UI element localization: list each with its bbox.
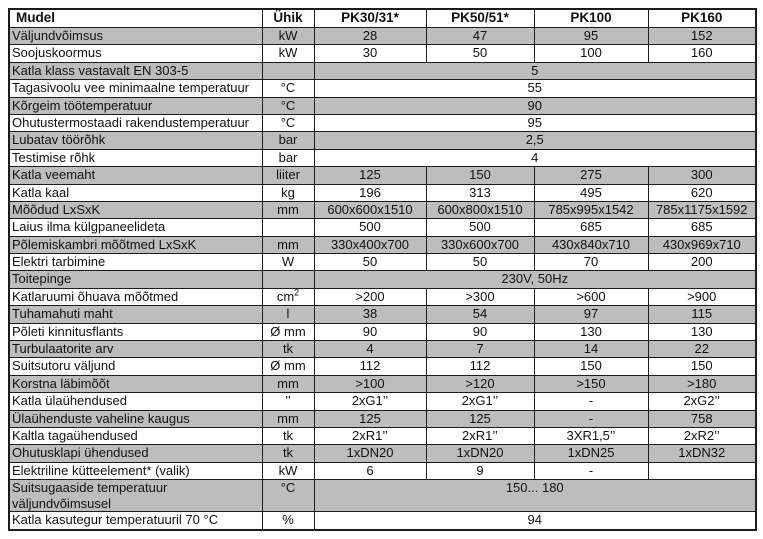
row-value: 1xDN20 <box>314 445 426 462</box>
row-label: Põlemiskambri mõõtmed LxSxK <box>9 236 262 253</box>
row-unit: kW <box>262 28 314 45</box>
row-value: 495 <box>534 184 648 201</box>
table-row <box>9 97 756 114</box>
row-label: Elektriline kütteelement* (valik) <box>9 462 262 479</box>
table-row <box>9 427 756 444</box>
header-pk50-51: PK50/51* <box>426 9 534 28</box>
row-span-value: 90 <box>314 97 756 114</box>
row-label: Põleti kinnitusflants <box>9 323 262 340</box>
row-unit: bar <box>262 132 314 149</box>
table-row <box>9 306 756 323</box>
row-label: Lubatav töörõhk <box>9 132 262 149</box>
header-uhik: Ühik <box>262 9 314 28</box>
row-value: 9 <box>426 462 534 479</box>
row-value: 150 <box>426 167 534 184</box>
row-label: Soojuskoormus <box>9 45 262 62</box>
row-label: Korstna läbimõõt <box>9 375 262 392</box>
row-value <box>648 462 756 479</box>
row-value: 160 <box>648 45 756 62</box>
row-value: 2xR1’’ <box>314 427 426 444</box>
table-row <box>9 480 756 512</box>
row-unit: ’’ <box>262 393 314 410</box>
row-value: - <box>534 410 648 427</box>
row-value: 1xDN20 <box>426 445 534 462</box>
row-value: 2xG1’’ <box>426 393 534 410</box>
row-label: Ohutustermostaadi rakendustemperatuur <box>9 114 262 131</box>
row-value: 313 <box>426 184 534 201</box>
row-label: Väljundvõimsus <box>9 28 262 45</box>
row-value: 152 <box>648 28 756 45</box>
row-value: 150 <box>648 358 756 375</box>
row-value: 620 <box>648 184 756 201</box>
row-unit <box>262 271 314 288</box>
row-value: 125 <box>314 167 426 184</box>
row-span-value: 5 <box>314 62 756 79</box>
row-value: 300 <box>648 167 756 184</box>
table-row <box>9 512 756 530</box>
row-value: 785x1175x1592 <box>648 201 756 218</box>
row-unit: mm <box>262 375 314 392</box>
header-pk100: PK100 <box>534 9 648 28</box>
row-value: 6 <box>314 462 426 479</box>
row-label: Katla klass vastavalt EN 303-5 <box>9 62 262 79</box>
row-unit: °C <box>262 114 314 131</box>
row-label: Katla kaal <box>9 184 262 201</box>
row-unit <box>262 62 314 79</box>
row-value: >120 <box>426 375 534 392</box>
row-value: 196 <box>314 184 426 201</box>
row-value: 7 <box>426 341 534 358</box>
row-label: Laius ilma külgpaneelideta <box>9 219 262 236</box>
row-label: Katla ülaühendused <box>9 393 262 410</box>
row-label: Kaltla tagaühendused <box>9 427 262 444</box>
table-row <box>9 236 756 253</box>
row-unit: tk <box>262 445 314 462</box>
header-pk160: PK160 <box>648 9 756 28</box>
row-value: 125 <box>314 410 426 427</box>
table-row <box>9 358 756 375</box>
row-value: >300 <box>426 288 534 305</box>
row-unit: Ø mm <box>262 323 314 340</box>
table-row <box>9 410 756 427</box>
spec-table <box>8 8 757 531</box>
row-label: Toitepinge <box>9 271 262 288</box>
row-value: 50 <box>426 254 534 271</box>
row-label: Ülaühenduste vaheline kaugus <box>9 410 262 427</box>
table-row <box>9 28 756 45</box>
row-unit: mm <box>262 410 314 427</box>
table-row <box>9 114 756 131</box>
row-value: 28 <box>314 28 426 45</box>
row-label: Suitsutoru väljund <box>9 358 262 375</box>
row-label: Mõõdud LxSxK <box>9 201 262 218</box>
row-span-value: 230V, 50Hz <box>314 271 756 288</box>
row-unit: tk <box>262 341 314 358</box>
spec-table-header <box>9 9 756 28</box>
header-mudel: Mudel <box>9 9 262 28</box>
row-unit: mm <box>262 236 314 253</box>
header-row <box>9 9 756 28</box>
row-unit: liiter <box>262 167 314 184</box>
row-label: Suitsugaaside temperatuur väljundvõimsusel <box>9 480 262 512</box>
table-row <box>9 219 756 236</box>
row-value: 112 <box>426 358 534 375</box>
table-row <box>9 201 756 218</box>
row-span-value: 55 <box>314 80 756 97</box>
row-unit: kg <box>262 184 314 201</box>
row-value: - <box>534 462 648 479</box>
row-value: 785x995x1542 <box>534 201 648 218</box>
row-value: 22 <box>648 341 756 358</box>
row-value: 430x840x710 <box>534 236 648 253</box>
row-value: 3XR1,5’’ <box>534 427 648 444</box>
row-label: Katla veemaht <box>9 167 262 184</box>
row-value: - <box>534 393 648 410</box>
row-value: >200 <box>314 288 426 305</box>
row-value: 47 <box>426 28 534 45</box>
row-span-value: 150... 180 <box>314 480 756 512</box>
table-row <box>9 149 756 166</box>
row-label: Ohutusklapi ühendused <box>9 445 262 462</box>
table-row <box>9 167 756 184</box>
row-value: 1xDN32 <box>648 445 756 462</box>
row-value: 38 <box>314 306 426 323</box>
table-row <box>9 254 756 271</box>
row-value: 500 <box>314 219 426 236</box>
row-value: 50 <box>314 254 426 271</box>
row-value: 125 <box>426 410 534 427</box>
row-value: >900 <box>648 288 756 305</box>
row-value: 100 <box>534 45 648 62</box>
row-unit: bar <box>262 149 314 166</box>
row-value: 115 <box>648 306 756 323</box>
row-unit: % <box>262 512 314 530</box>
row-value: >600 <box>534 288 648 305</box>
table-row <box>9 445 756 462</box>
table-row <box>9 184 756 201</box>
row-unit: $cm^2$ <box>262 288 314 305</box>
row-value: 95 <box>534 28 648 45</box>
row-value: 330x400x700 <box>314 236 426 253</box>
row-label: Tagasivoolu vee minimaalne temperatuur <box>9 80 262 97</box>
header-pk30-31: PK30/31* <box>314 9 426 28</box>
row-value: 90 <box>314 323 426 340</box>
table-row <box>9 375 756 392</box>
table-row <box>9 132 756 149</box>
row-label: Kõrgeim töötemperatuur <box>9 97 262 114</box>
table-row <box>9 323 756 340</box>
row-unit: l <box>262 306 314 323</box>
row-unit: tk <box>262 427 314 444</box>
table-row <box>9 271 756 288</box>
row-value: 70 <box>534 254 648 271</box>
row-value: 90 <box>426 323 534 340</box>
row-value: 30 <box>314 45 426 62</box>
row-unit: kW <box>262 45 314 62</box>
row-value: 50 <box>426 45 534 62</box>
row-value: 600x800x1510 <box>426 201 534 218</box>
row-value: 130 <box>534 323 648 340</box>
row-unit: °C <box>262 97 314 114</box>
row-value: 1xDN25 <box>534 445 648 462</box>
row-value: 600x600x1510 <box>314 201 426 218</box>
row-label: Katla kasutegur temperatuuril 70 °C <box>9 512 262 530</box>
row-value: 54 <box>426 306 534 323</box>
row-unit: °C <box>262 80 314 97</box>
row-label: Testimise rõhk <box>9 149 262 166</box>
row-value: 200 <box>648 254 756 271</box>
table-row <box>9 62 756 79</box>
table-row <box>9 45 756 62</box>
row-span-value: 4 <box>314 149 756 166</box>
row-unit <box>262 219 314 236</box>
row-value: 97 <box>534 306 648 323</box>
row-unit: Ø mm <box>262 358 314 375</box>
row-value: 2xR1’’ <box>426 427 534 444</box>
row-value: 14 <box>534 341 648 358</box>
row-label: Turbulaatorite arv <box>9 341 262 358</box>
row-value: 758 <box>648 410 756 427</box>
row-value: 112 <box>314 358 426 375</box>
row-value: 685 <box>648 219 756 236</box>
row-value: 330x600x700 <box>426 236 534 253</box>
row-value: 2xR2’’ <box>648 427 756 444</box>
row-label: Tuhamahuti maht <box>9 306 262 323</box>
row-value: 130 <box>648 323 756 340</box>
row-span-value: 94 <box>314 512 756 530</box>
table-row <box>9 80 756 97</box>
table-row <box>9 393 756 410</box>
row-value: 2xG2’’ <box>648 393 756 410</box>
row-value: 430x969x710 <box>648 236 756 253</box>
table-row <box>9 462 756 479</box>
table-row <box>9 288 756 305</box>
row-value: >150 <box>534 375 648 392</box>
row-value: 2xG1’’ <box>314 393 426 410</box>
row-span-value: 2,5 <box>314 132 756 149</box>
row-unit: mm <box>262 201 314 218</box>
row-unit: W <box>262 254 314 271</box>
row-label: Katlaruumi õhuava mõõtmed <box>9 288 262 305</box>
row-unit: °C <box>262 480 314 512</box>
row-value: 4 <box>314 341 426 358</box>
table-row <box>9 341 756 358</box>
row-value: 275 <box>534 167 648 184</box>
row-value: 685 <box>534 219 648 236</box>
spec-table-body <box>9 28 756 530</box>
row-unit: kW <box>262 462 314 479</box>
row-value: >180 <box>648 375 756 392</box>
row-value: 150 <box>534 358 648 375</box>
row-value: >100 <box>314 375 426 392</box>
row-span-value: 95 <box>314 114 756 131</box>
row-value: 500 <box>426 219 534 236</box>
row-label: Elektri tarbimine <box>9 254 262 271</box>
